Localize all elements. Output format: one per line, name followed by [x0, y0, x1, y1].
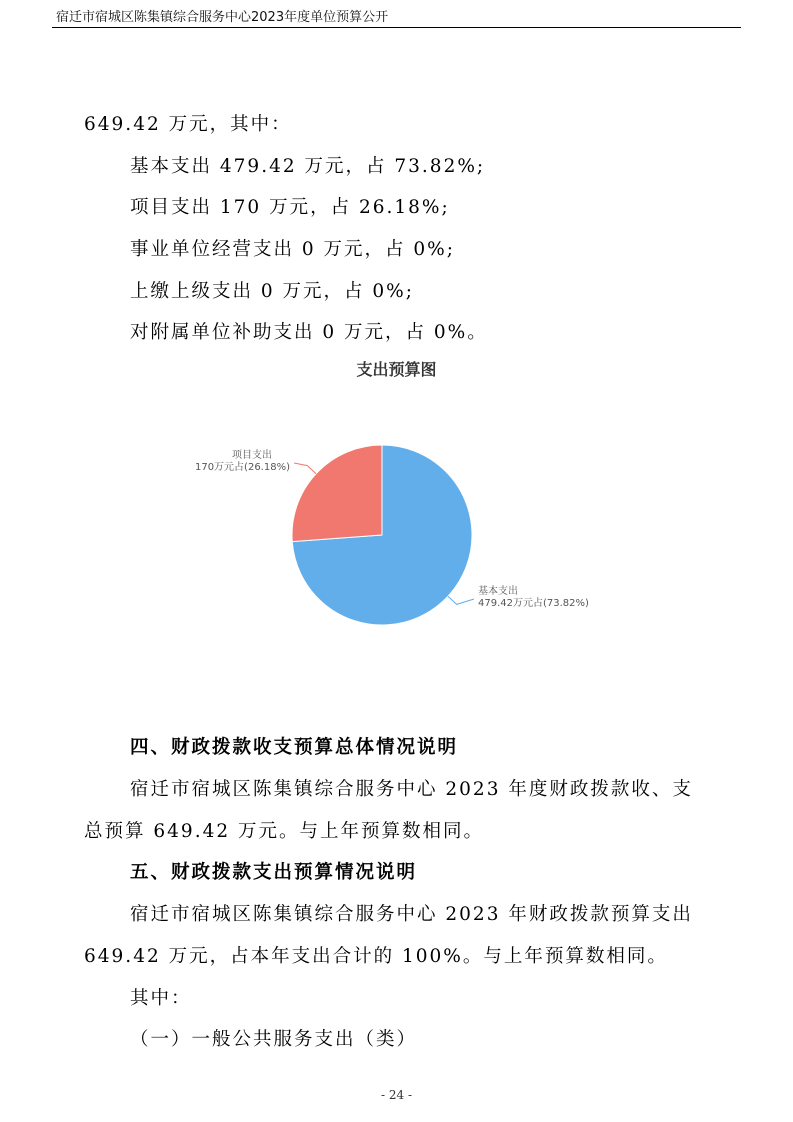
- chart-title: 支出预算图: [356, 360, 437, 379]
- pie-leader-line: [294, 463, 316, 474]
- section-5-heading: 五、财政拨款支出预算情况说明: [130, 862, 418, 883]
- pie-label-value: 479.42万元占(73.82%): [478, 598, 589, 609]
- page-header-title: 宿迁市宿城区陈集镇综合服务中心2023年度单位预算公开: [56, 10, 389, 25]
- upper-expenditure: 上缴上级支出 0 万元，占 0%;: [130, 281, 414, 302]
- pie-slice-project: [292, 445, 382, 542]
- section-4-paragraph-line-2: 总预算 649.42 万元。与上年预算数相同。: [84, 821, 484, 842]
- pie-label-value: 170万元占(26.18%): [194, 462, 290, 473]
- pie-label-name: 基本支出: [478, 586, 518, 597]
- expenditure-intro: 649.42 万元，其中：: [84, 114, 292, 135]
- section-5-subheading: （一）一般公共服务支出（类）: [130, 1029, 418, 1050]
- pie-label-name: 项目支出: [232, 450, 272, 461]
- page-number: - 24 -: [380, 1088, 412, 1102]
- pie-leader-line: [448, 596, 474, 604]
- business-expenditure: 事业单位经营支出 0 万元，占 0%;: [130, 239, 455, 260]
- section-4-paragraph-line-1: 宿迁市宿城区陈集镇综合服务中心 2023 年度财政拨款收、支: [130, 779, 693, 800]
- basic-expenditure: 基本支出 479.42 万元，占 73.82%;: [130, 156, 486, 177]
- section-5-paragraph-line-2: 649.42 万元，占本年支出合计的 100%。与上年预算数相同。: [84, 946, 668, 967]
- subsidy-expenditure: 对附属单位补助支出 0 万元，占 0%。: [130, 322, 488, 343]
- project-expenditure: 项目支出 170 万元，占 26.18%;: [130, 197, 450, 218]
- section-5-paragraph-line-3: 其中：: [130, 988, 192, 1009]
- section-4-heading: 四、财政拨款收支预算总体情况说明: [130, 737, 459, 758]
- section-5-paragraph-line-1: 宿迁市宿城区陈集镇综合服务中心 2023 年财政拨款预算支出: [130, 904, 693, 925]
